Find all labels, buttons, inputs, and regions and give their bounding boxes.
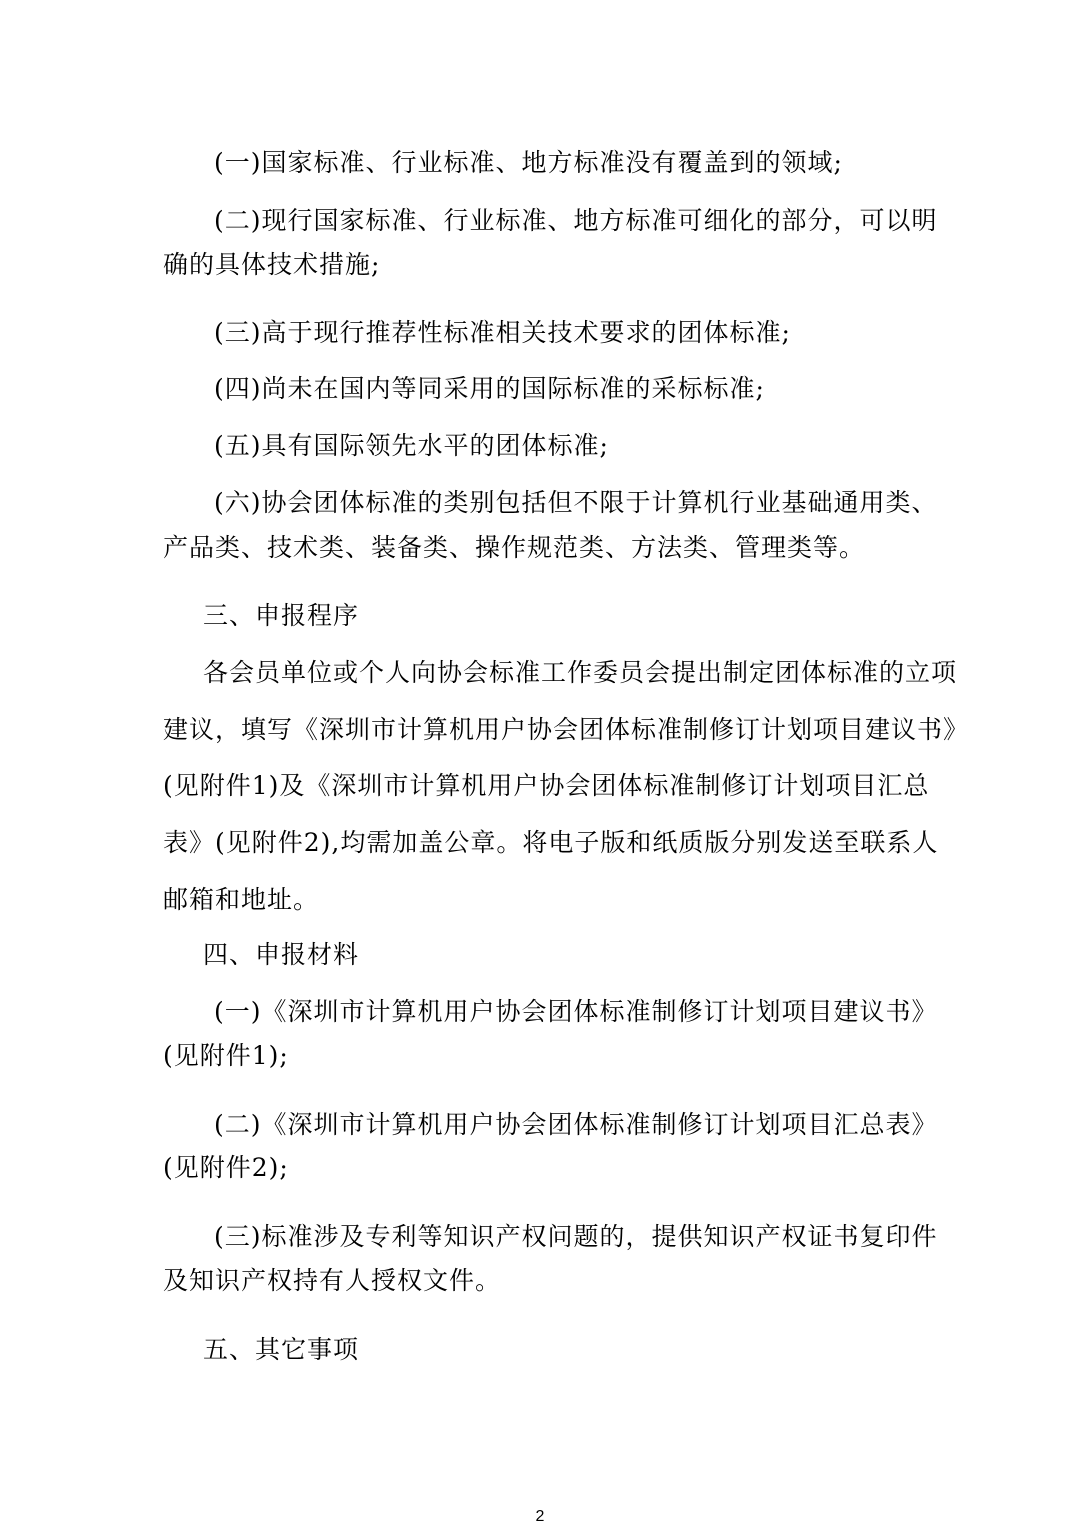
- section-heading-4: 四、申报材料: [203, 940, 360, 969]
- list-item-5: (五)具有国际领先水平的团体标准;: [214, 431, 609, 460]
- list-item-6-line1: (六)协会团体标准的类别包括但不限于计算机行业基础通用类、: [214, 488, 938, 517]
- paragraph-line-1: 各会员单位或个人向协会标准工作委员会提出制定团体标准的立项: [203, 658, 958, 687]
- list-item-3: (三)高于现行推荐性标准相关技术要求的团体标准;: [214, 318, 791, 347]
- material-item-1-line2: (见附件1);: [163, 1041, 289, 1070]
- paragraph-line-3: (见附件1)及《深圳市计算机用户协会团体标准制修订计划项目汇总: [163, 771, 930, 800]
- paragraph-line-2: 建议，填写《深圳市计算机用户协会团体标准制修订计划项目建议书》: [163, 715, 970, 744]
- material-item-3-line2: 及知识产权持有人授权文件。: [163, 1266, 502, 1295]
- list-item-4: (四)尚未在国内等同采用的国际标准的采标标准;: [214, 374, 765, 403]
- list-item-6-line2: 产品类、技术类、装备类、操作规范类、方法类、管理类等。: [163, 533, 866, 562]
- list-item-2-line1: (二)现行国家标准、行业标准、地方标准可细化的部分，可以明: [214, 206, 938, 235]
- page-number: 2: [535, 1508, 545, 1525]
- list-item-2-line2: 确的具体技术措施;: [163, 250, 381, 279]
- section-heading-3: 三、申报程序: [203, 601, 360, 630]
- material-item-2-line1: (二)《深圳市计算机用户协会团体标准制修订计划项目汇总表》: [214, 1110, 938, 1139]
- list-item-1: (一)国家标准、行业标准、地方标准没有覆盖到的领域;: [214, 148, 843, 177]
- material-item-3-line1: (三)标准涉及专利等知识产权问题的，提供知识产权证书复印件: [214, 1222, 938, 1251]
- material-item-1-line1: (一)《深圳市计算机用户协会团体标准制修订计划项目建议书》: [214, 997, 938, 1026]
- paragraph-line-4: 表》(见附件2),均需加盖公章。将电子版和纸质版分别发送至联系人: [163, 828, 939, 857]
- section-heading-5: 五、其它事项: [203, 1335, 360, 1364]
- paragraph-line-5: 邮箱和地址。: [163, 885, 320, 914]
- material-item-2-line2: (见附件2);: [163, 1153, 289, 1182]
